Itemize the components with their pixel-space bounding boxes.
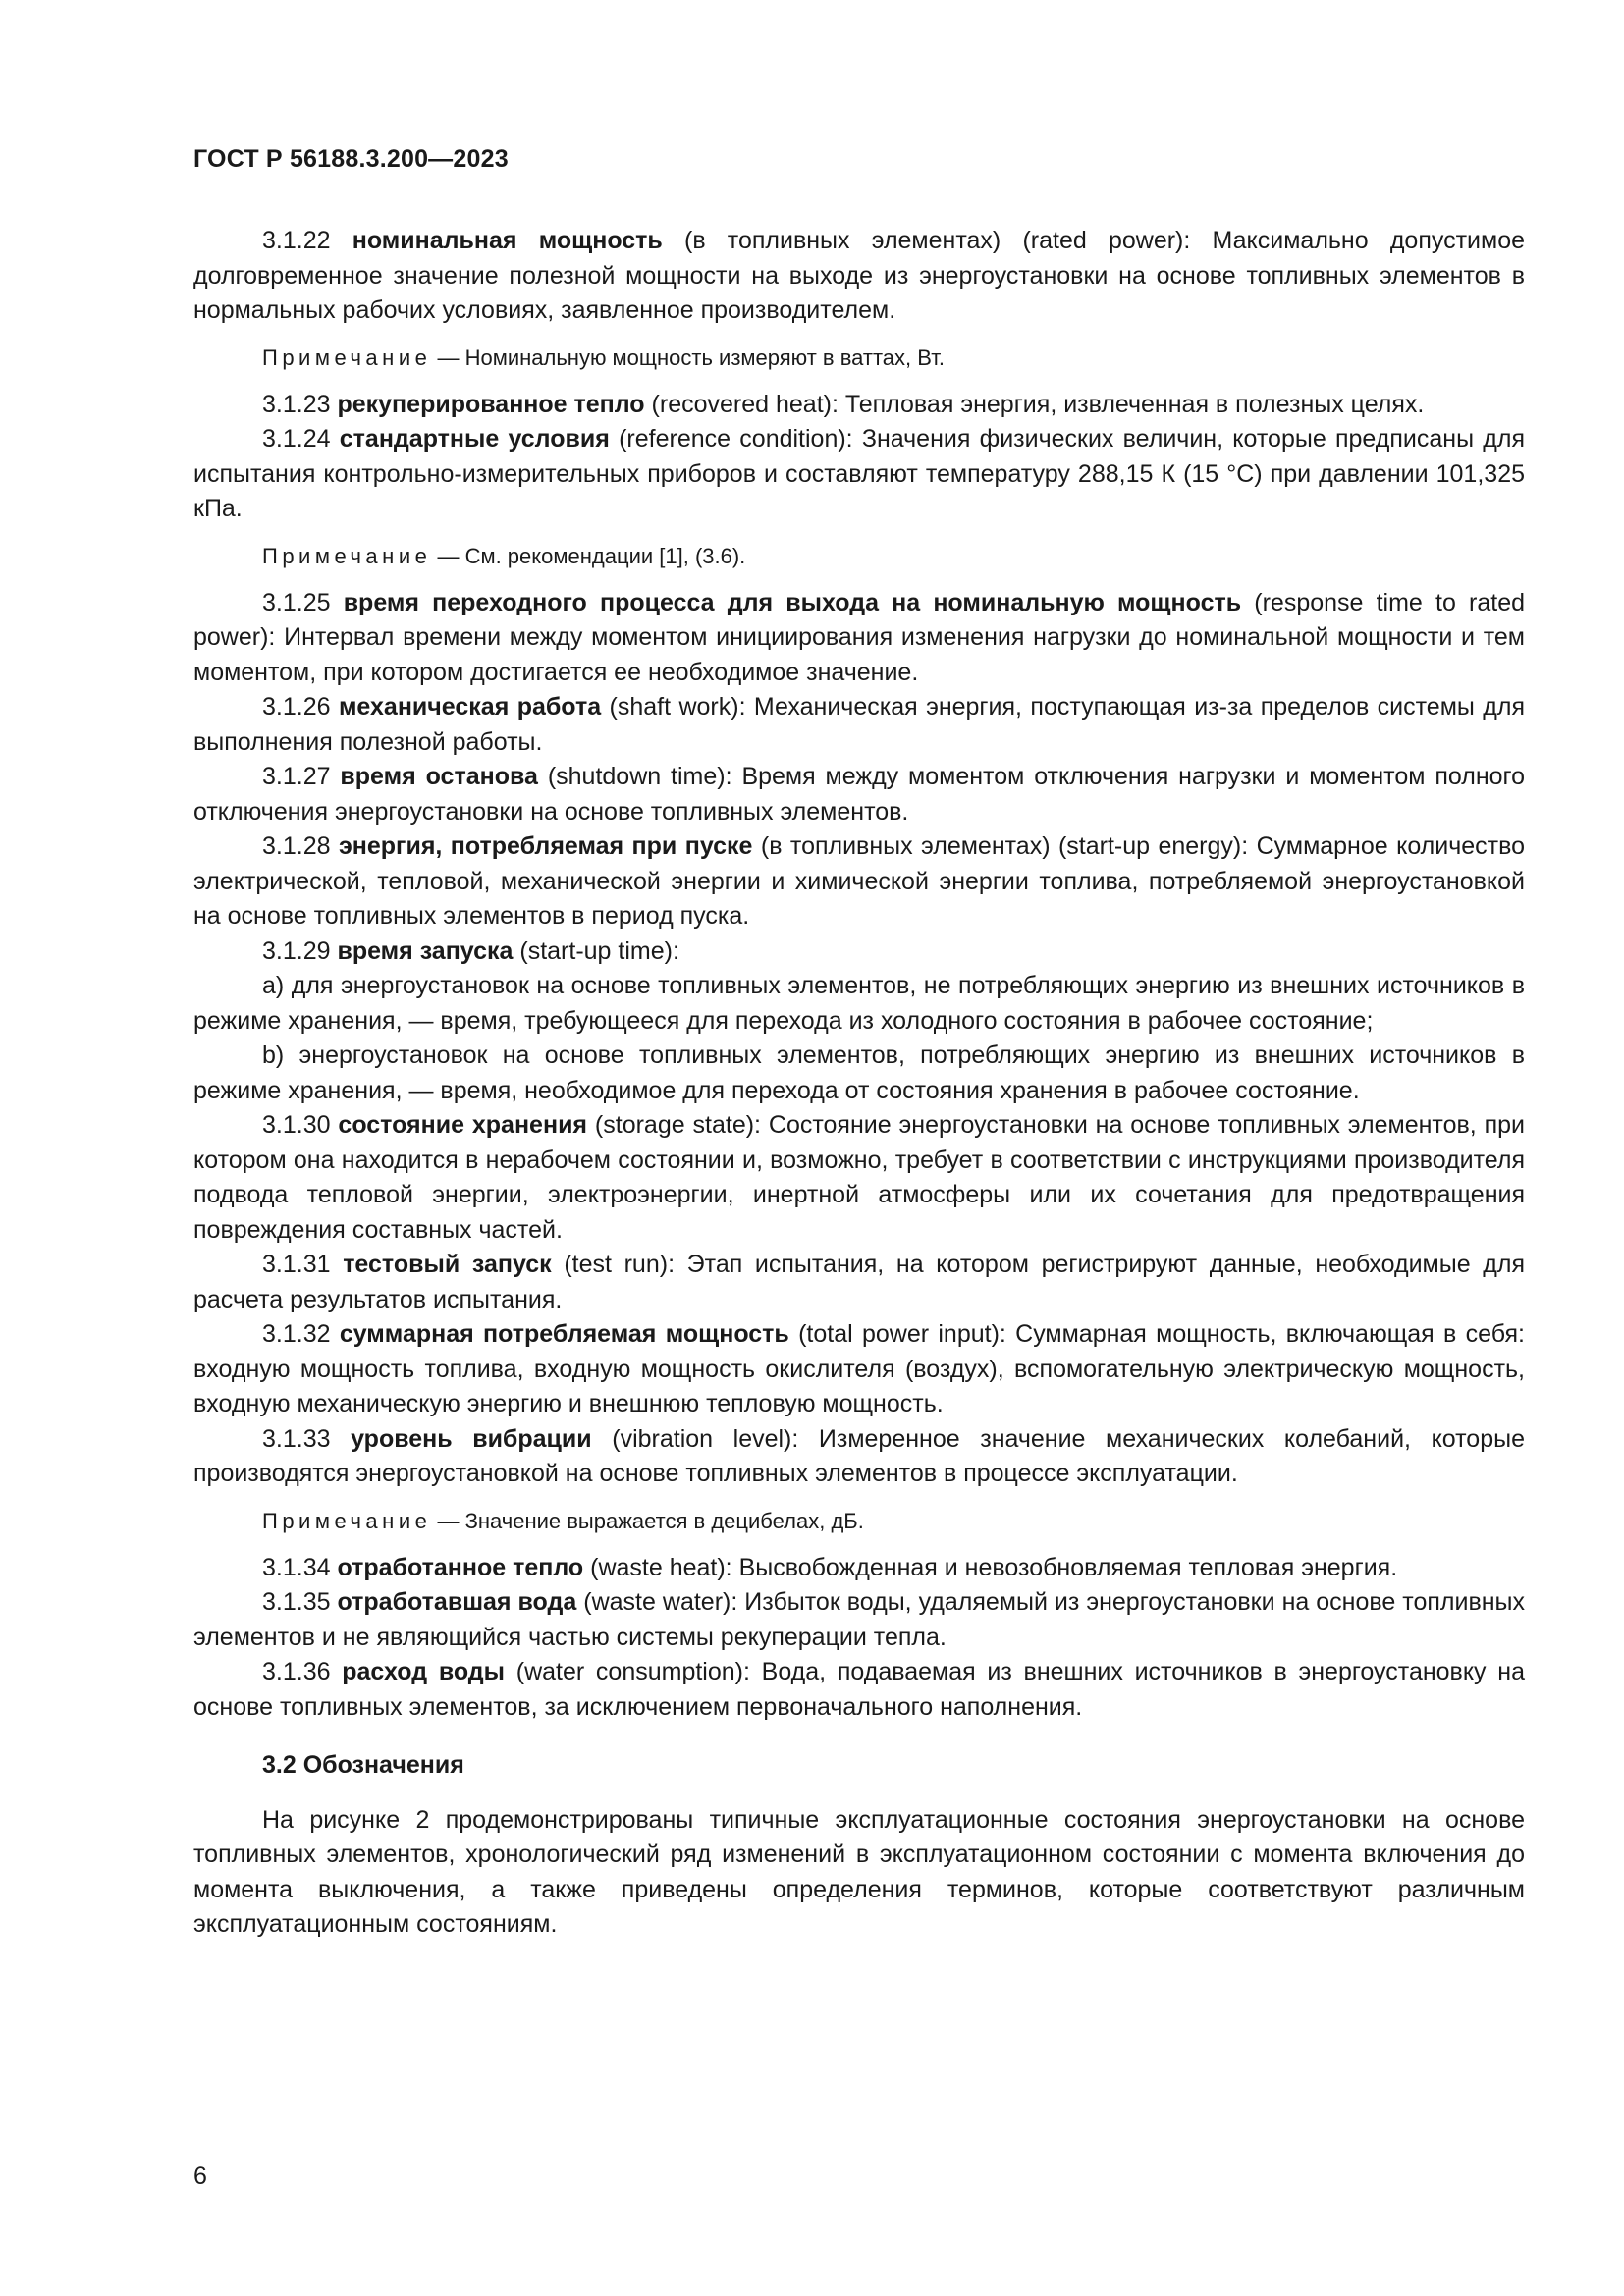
term-text: (test run): Этап испытания, на котором регистрируют данные, необходимые для расчета результатов испытания. bbox=[193, 1251, 1525, 1313]
term-text: (shaft work): Механическая энергия, поступающая из-за пределов системы для выполнения полезной работы. bbox=[193, 693, 1525, 756]
term-text: (start-up time): bbox=[513, 936, 679, 965]
term-text: (в топливных элементах) (rated power): Максимально допустимое долговременное значение полезной мощности на выходе из энергоустановки на основе топливных элементов в нормальных рабочих условиях, заявленное производителем. bbox=[193, 227, 1526, 324]
term-name: время останова bbox=[340, 763, 538, 790]
term-definition bbox=[193, 388, 1525, 423]
term-definition bbox=[193, 1108, 1525, 1248]
term-definition bbox=[193, 224, 1525, 329]
term-name: стандартные условия bbox=[339, 425, 610, 453]
term-name: рекуперированное тепло bbox=[337, 390, 645, 418]
term-definition bbox=[193, 760, 1525, 829]
term-definition bbox=[193, 934, 1525, 970]
term-name: энергия, потребляемая при пуске bbox=[338, 832, 753, 860]
note-text: — См. рекомендации [1], (3.6). bbox=[431, 543, 746, 568]
term-name: номинальная мощность bbox=[352, 227, 663, 254]
term-definition bbox=[193, 1551, 1525, 1586]
term-definition bbox=[193, 1422, 1525, 1492]
term-number: 3.1.35 bbox=[262, 1588, 331, 1616]
term-text: (total power input): Суммарная мощность, включающая в себя: входную мощность топлива, входную мощность окислителя (воздух), вспомогательную электрическую мощность, входную механическую энергию и внешнюю тепловую мощность. bbox=[193, 1320, 1525, 1417]
note-label: Примечание bbox=[262, 543, 432, 568]
definition-list-item: b) энергоустановок на основе топливных элементов, потребляющих энергию из внешних источников в режиме хранения, — время, необходимое для перехода от состояния хранения в рабочее состояние. bbox=[193, 1041, 1525, 1104]
term-number: 3.1.36 bbox=[262, 1658, 331, 1685]
term-name: суммарная потребляемая мощность bbox=[339, 1320, 789, 1348]
term-name: состояние хранения bbox=[338, 1111, 588, 1139]
note-label: Примечание bbox=[262, 1508, 432, 1533]
term-text: (reference condition): Значения физических величин, которые предписаны для испытания контрольно-измерительных приборов и составляют температуру 288,15 К (15 °С) при давлении 101,325 кПа. bbox=[193, 425, 1526, 522]
term-number: 3.1.29 bbox=[262, 936, 331, 965]
term-number: 3.1.33 bbox=[262, 1424, 331, 1453]
term-text: (waste heat): Высвобожденная и невозобновляемая тепловая энергия. bbox=[583, 1553, 1398, 1581]
term-number: 3.1.26 bbox=[262, 693, 331, 721]
term-definition bbox=[193, 829, 1525, 934]
term-number: 3.1.28 bbox=[262, 832, 331, 860]
note-text: — Значение выражается в децибелах, дБ. bbox=[431, 1508, 864, 1533]
term-number: 3.1.30 bbox=[262, 1111, 331, 1139]
term-definition bbox=[193, 1317, 1525, 1422]
term-name: отработавшая вода bbox=[337, 1588, 577, 1616]
term-number: 3.1.25 bbox=[262, 588, 331, 616]
term-text: (water consumption): Вода, подаваемая из внешних источников в энергоустановку на основе топливных элементов, за исключением первоначального наполнения. bbox=[193, 1658, 1525, 1721]
term-name: отработанное тепло bbox=[337, 1553, 584, 1581]
term-text: (recovered heat): Тепловая энергия, извлеченная в полезных целях. bbox=[644, 390, 1425, 418]
term-number: 3.1.27 bbox=[262, 763, 331, 790]
term-text: (response time to rated power): Интервал времени между моментом инициирования изменения нагрузки до номинальной мощности и тем моментом, при котором достигается ее необходимое значение. bbox=[193, 588, 1525, 686]
section-paragraph: На рисунке 2 продемонстрированы типичные эксплуатационные состояния энергоустановки на основе топливных элементов, хронологический ряд изменений в эксплуатационном состоянии с момента включения до момента выключения, а также приведены определения терминов, которые соответствуют различным эксплуатационным состояниям. bbox=[193, 1805, 1525, 1938]
term-text: (shutdown time): Время между моментом отключения нагрузки и моментом полного отключения энергоустановки на основе топливных элементов. bbox=[193, 763, 1525, 826]
term-number: 3.1.32 bbox=[262, 1320, 331, 1348]
note-label: Примечание bbox=[262, 345, 432, 370]
term-text: (в топливных элементах) (start-up energy): Суммарное количество электрической, тепловой, механической энергии и химической энергии топлива, потребляемой энергоустановкой на основе топливных элементов в период пуска. bbox=[193, 832, 1526, 930]
term-number: 3.1.31 bbox=[262, 1251, 331, 1278]
term-name: время запуска bbox=[337, 936, 514, 965]
term-name: время переходного процесса для выхода на номинальную мощность bbox=[343, 588, 1242, 616]
term-definition bbox=[193, 1655, 1525, 1725]
term-text: (vibration level): Измеренное значение механических колебаний, которые производятся энергоустановкой на основе топливных элементов в процессе эксплуатации. bbox=[193, 1424, 1525, 1487]
term-name: тестовый запуск bbox=[343, 1251, 552, 1278]
term-number: 3.1.24 bbox=[262, 425, 331, 453]
page-number: 6 bbox=[193, 2163, 207, 2190]
term-name: уровень вибрации bbox=[351, 1424, 592, 1453]
term-definition bbox=[193, 586, 1525, 691]
term-number: 3.1.22 bbox=[262, 227, 331, 254]
document-body bbox=[193, 224, 1525, 1943]
term-definition bbox=[193, 422, 1525, 527]
note-text: — Номинальную мощность измеряют в ваттах, Вт. bbox=[431, 345, 945, 370]
note bbox=[193, 344, 1525, 373]
term-name: расход воды bbox=[342, 1658, 506, 1685]
document-header: ГОСТ Р 56188.3.200—2023 bbox=[193, 145, 509, 173]
term-number: 3.1.34 bbox=[262, 1553, 331, 1581]
term-name: механическая работа bbox=[338, 693, 602, 721]
section-heading: 3.2 Обозначения bbox=[262, 1751, 464, 1779]
note bbox=[193, 1507, 1525, 1536]
term-definition bbox=[193, 1248, 1525, 1317]
note bbox=[193, 542, 1525, 571]
term-text: (storage state): Состояние энергоустановки на основе топливных элементов, при котором она находится в нерабочем состоянии и, возможно, требует в соответствии с инструкциями производителя подвода тепловой энергии, электроэнергии, инертной атмосферы или их сочетания для предотвращения повреждения составных частей. bbox=[193, 1111, 1526, 1244]
term-definition bbox=[193, 1585, 1525, 1655]
definition-list-item: a) для энергоустановок на основе топливных элементов, не потребляющих энергию из внешних источников в режиме хранения, — время, требующееся для перехода из холодного состояния в рабочее состояние; bbox=[193, 972, 1525, 1035]
term-definition bbox=[193, 690, 1525, 760]
term-text: (waste water): Избыток воды, удаляемый из энергоустановки на основе топливных элементов и не являющийся частью системы рекуперации тепла. bbox=[193, 1588, 1526, 1651]
term-number: 3.1.23 bbox=[262, 390, 331, 418]
